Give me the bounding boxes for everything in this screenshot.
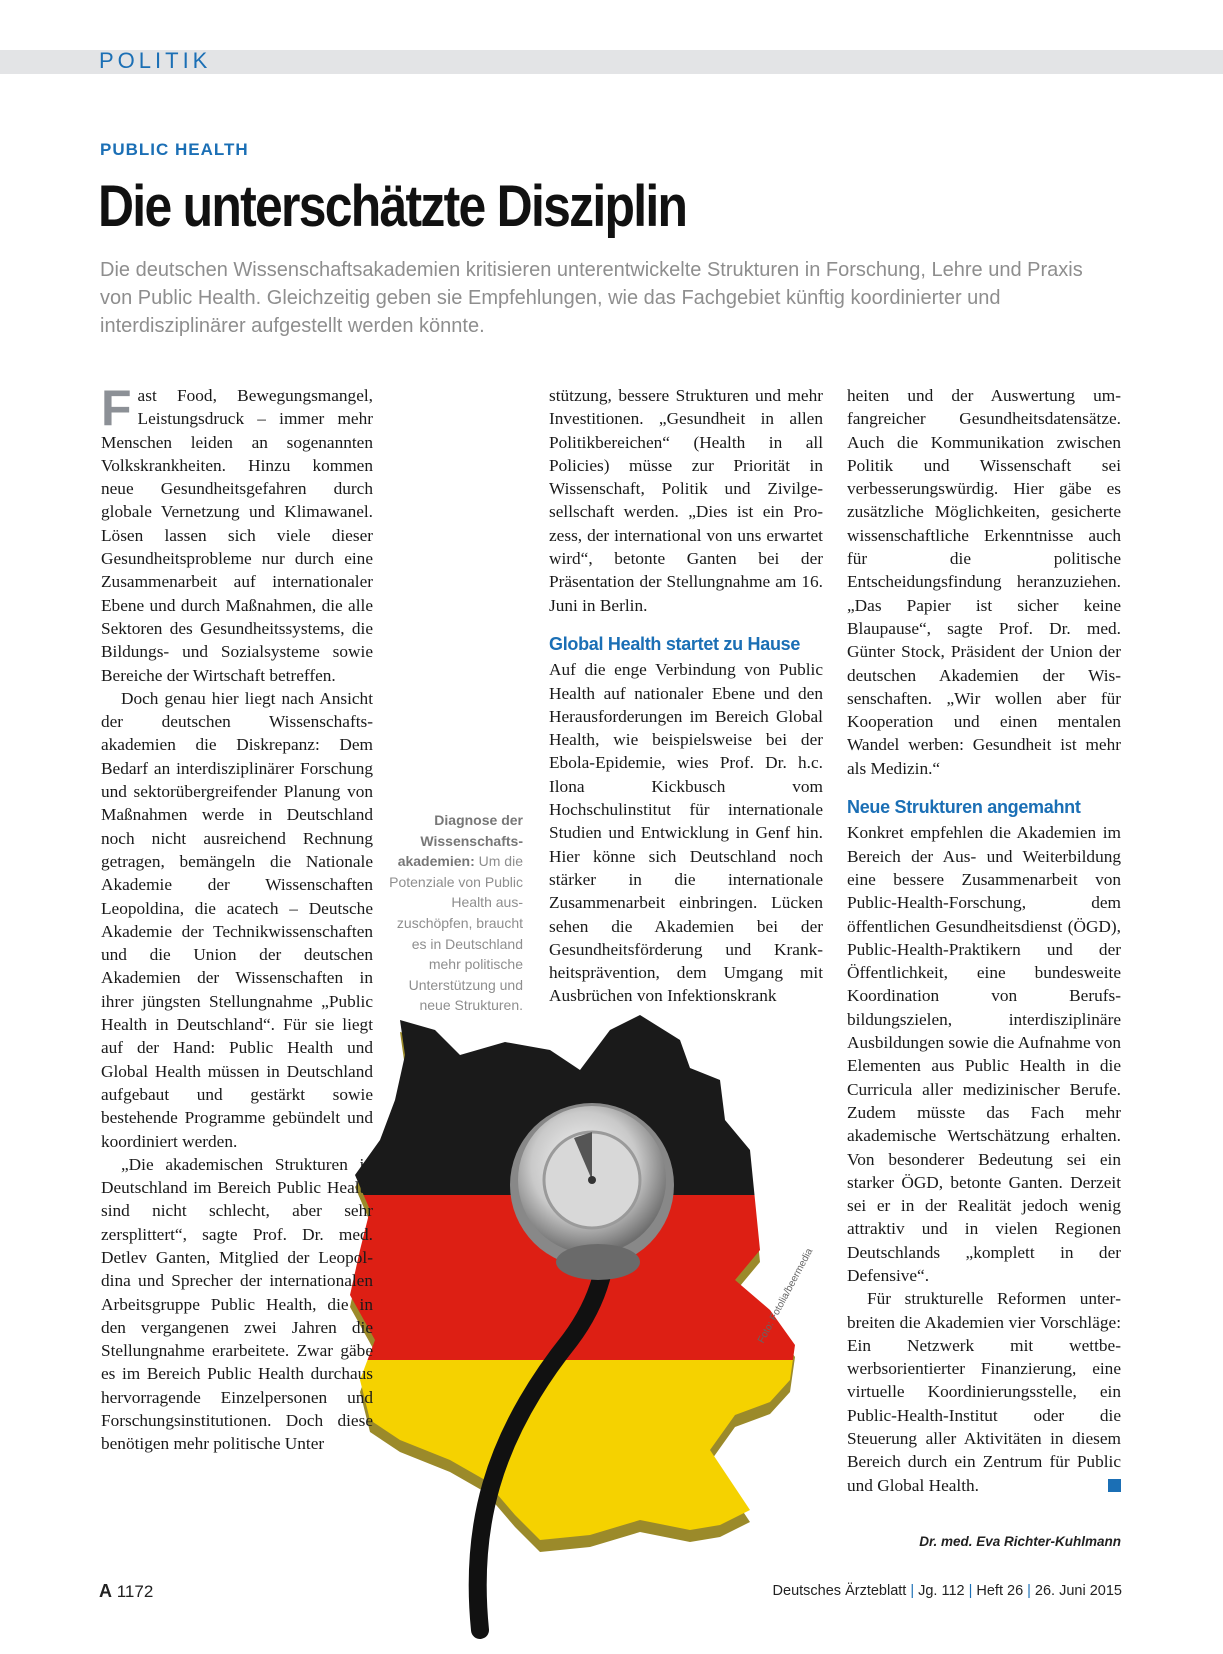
caption-text: Um die Potenziale von Public Health auszuschöpfen, braucht es in Deutschland mehr politische Unterstützung und neue Strukturen.	[389, 853, 523, 1014]
article-column-2	[549, 384, 823, 1008]
article-column-1	[101, 380, 373, 1456]
paragraph: Für strukturelle Reformen unterbreiten die Akademien vier Vorschläge: Ein Netzwerk mit wettbewerbsorientierter Finanzierung, eine virtuelle Koordinierungsstelle, ein Public-Health-Institut oder die Steuerung aller Aktivitäten in diesem Bereich durch ein Zentrum für Public und Global Health.	[847, 1289, 1121, 1495]
photo-credit: Foto: Fotolia/beermedia	[756, 1246, 816, 1346]
author-byline: Dr. med. Eva Richter-Kuhlmann	[919, 1534, 1121, 1549]
paragraph: stützung, bessere Strukturen und mehr Investitionen. „Gesundheit in allen Politikbereichen“ (Health in all Policies) müsse zur Priorität in Wissenschaft, Politik und Zivilgesellschaft werden. „Dies ist ein Prozess, der international von uns erwartet wird“, betonte Ganten bei der Präsentation der Stellungnahme am 16. Juni in Berlin.	[549, 386, 823, 615]
paragraph: „Die akademischen Strukturen in Deutschland im Bereich Public Health sind nicht schlecht, aber sehr zersplittert“, sagte Prof. Dr. med. Detlev Ganten, Mitglied der Leopoldina und Sprecher der internationalen Arbeitsgruppe Public Health, die in den vergangenen zwei Jahren die Stellungnahme erarbeitete. Zwar gäbe es im Bereich Public Health durchaus hervorragende Einzelpersonen und Forschungsinstitutionen. Doch diese benötigen mehr politische Unter	[101, 1154, 373, 1454]
article-lead: Die deutschen Wissenschaftsakademien kritisieren unterentwickelte Strukturen in Forschung, Lehre und Praxis von Public Health. Gleichzeitig geben sie Empfehlungen, wie das Fachgebiet künftig koordinierter und interdisziplinärer aufgestellt werden könnte.	[100, 259, 1083, 337]
drop-cap: F	[101, 380, 132, 436]
paragraph: Auf die enge Verbindung von Public Health auf nationaler Ebene und den Herausforderungen im Bereich Global Health, wie beispielsweise bei der Ebola-Epidemie, wies Prof. Dr. h.c. Ilona Kickbusch vom Hochschulinstitut für internationale Studien und Entwicklung in Genf hin. Hier könne sich Deutschland noch stärker in die internationale Zusammenarbeit einbringen. Lücken sehen die Akademien bei der Gesundheitsförderung und Krankheitsprävention, dem Umgang mit Ausbrüchen von Infektionskrank	[549, 660, 823, 1006]
paragraph: Doch genau hier liegt nach Ansicht der deutschen Wissenschaftsakademien die Diskrepanz: Dem Bedarf an interdisziplinärer Forschung und sektorübergreifender Planung von Maßnahmen werde in Deutschland noch nicht ausreichend Rechnung getragen, bemängeln die Nationale Akademie der Wissenschaften Leopoldina, die acatech – Deutsche Akademie der Technikwissenschaften und die Union der deutschen Akademien der Wissenschaften in ihrer jüngsten Stellungnahme „Public Health in Deutschland“. Für sie liegt auf der Hand: Public Health und Global Health müssen in Deutschland aufgebaut und gestärkt sowie bestehende Programme gebündelt und koordiniert werden.	[101, 688, 373, 1151]
page-number: A 1172	[99, 1581, 154, 1601]
paragraph: Konkret empfehlen die Akademien im Bereich der Aus- und Weiterbildung eine bessere Zusammenarbeit von Public-Health-Forschung, dem öffentlichen Gesundheitsdienst (ÖGD), Public-Health-Praktikern und der Öffentlichkeit, eine bundesweite Koordination von Berufsbildungszielen, interdisziplinäre Ausbildungen sowie die Aufnahme von Elementen aus Public Health in die Curricula aller medizinischer Berufe. Zudem müsste das Fach mehr akademische Wertschätzung erhalten. Von besonderer Bedeutung sei ein starker ÖGD, betonte Ganten. Derzeit sei er in der Realität jedoch wenig attraktiv und in vielen Regionen Deutschlands „komplett in der Defensive“.	[847, 823, 1121, 1285]
article-title: Die unterschätzte Disziplin	[98, 174, 687, 239]
subheading: Global Health startet zu Hause	[549, 633, 801, 654]
article-kicker: PUBLIC HEALTH	[100, 140, 249, 159]
caption-lead: Diagnose der Wissenschaftsakademien:	[397, 812, 523, 870]
article-column-3	[847, 384, 1121, 1497]
subheading: Neue Strukturen angemahnt	[847, 797, 1081, 818]
section-label: POLITIK	[99, 48, 212, 73]
germany-stethoscope-illustration	[340, 1010, 820, 1640]
paragraph: Fast Food, Bewegungsmangel, Leistungsdruck – immer mehr Menschen leiden an sogenannten Volkskrankheiten. Hinzu kommen neue Gesundheitsgefahren durch globale Vernetzung und Klimawanel. Lösen lassen sich viele dieser Gesundheitsprobleme nur durch eine Zusammenarbeit auf internationaler Ebene und durch Maßnahmen, die alle Sektoren des Gesundheitssystems, die Bildungs- und Sozialsysteme sowie Bereiche der Wirtschaft betreffen.	[101, 380, 373, 685]
end-mark-icon	[1108, 1479, 1121, 1492]
map-flag-fill	[340, 1010, 820, 1560]
journal-footer: Deutsches Ärzteblatt | Jg. 112 | Heft 26 | 26. Juni 2015	[772, 1583, 1122, 1599]
image-caption	[386, 810, 523, 1016]
paragraph: heiten und der Auswertung umfangreicher Gesundheitsdatensätze. Auch die Kommunikation zwischen Politik und Wissenschaft sei verbesserungswürdig. Hier gäbe es zusätzliche Möglichkeiten, gesicherte wissenschaftliche Erkenntnisse auch für die politische Entscheidungsfindung heranzuziehen. „Das Papier ist sicher keine Blaupause“, sagte Prof. Dr. med. Günter Stock, Präsident der Union der deutschen Akademien der Wissenschaften. „Wir wollen aber für Kooperation und einen mentalen Wandel werben: Gesundheit ist mehr als Medizin.“	[847, 386, 1121, 778]
